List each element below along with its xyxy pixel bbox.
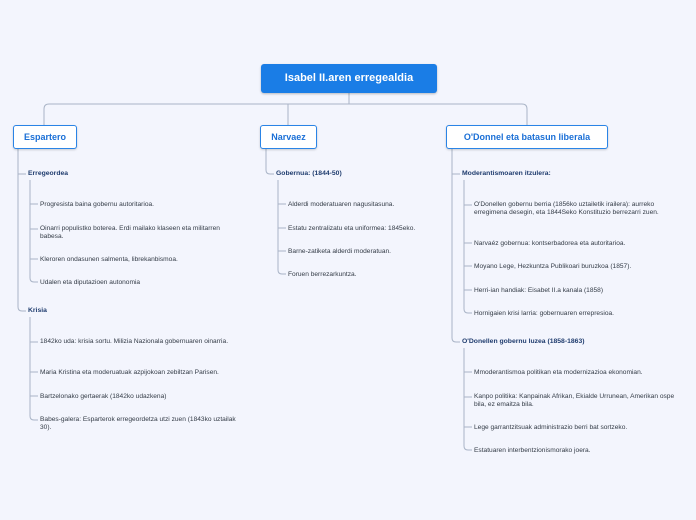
leaf-item[interactable]: Foruen berrezarkuntza. xyxy=(288,271,357,278)
leaf-item[interactable]: 1842ko uda: krisia sortu. Milizia Nazionala gobernuaren oinarria. xyxy=(40,338,229,345)
connector-line xyxy=(464,348,472,450)
main-topic-odonnel[interactable]: O'Donnel eta batasun liberala xyxy=(446,125,608,149)
leaf-item[interactable]: Moyano Lege, Hezkuntza Publikoari buruzkoa (1857). xyxy=(474,263,632,270)
subtopic-moderantismoa[interactable]: Moderantismoaren itzulera: xyxy=(462,170,551,177)
leaf-item[interactable]: Estatu zentralizatu eta uniformea: 1845eko. xyxy=(288,225,416,232)
leaf-item[interactable]: Kleroren ondasunen salmenta, librekanbismoa. xyxy=(40,256,178,263)
subtopic-gobernu-luzea[interactable]: O'Donellen gobernu luzea (1858-1863) xyxy=(462,338,585,345)
leaf-item[interactable]: Oinarri populistko boterea. Erdi mailako klaseen eta militarren babesa. xyxy=(40,225,220,240)
leaf-item[interactable]: O'Donellen gobernu berria (1856ko uztailetik irailera): aurreko erregimena desegin, eta 1844Seko Konstituzio berrezarri zuen. xyxy=(474,201,659,216)
leaf-item[interactable]: Hornigaien krisi larria: gobernuaren errepresioa. xyxy=(474,310,615,317)
connector-line xyxy=(30,317,38,420)
leaf-item[interactable]: Progresista baina gobernu autoritarioa. xyxy=(40,201,154,208)
connector-line xyxy=(44,104,527,125)
leaf-item[interactable]: Estatuaren interbentzionismorako joera. xyxy=(474,447,591,454)
connector-line xyxy=(452,149,460,342)
root-topic[interactable]: Isabel II.aren erregealdia xyxy=(261,64,437,93)
leaf-item[interactable]: Kanpo politika: Kanpainak Afrikan, Ekialde Urrunean, Amerikan ospe bila, ez emaitza bila. xyxy=(474,393,675,408)
main-topic-narvaez[interactable]: Narvaez xyxy=(260,125,317,149)
connector-line xyxy=(464,180,472,313)
leaf-item[interactable]: Babes-galera: Esparterok erregeordetza utzi zuen (1843ko uztailak 30). xyxy=(40,416,236,431)
leaf-item[interactable]: Bartzelonako gertaerak (1842ko udazkena) xyxy=(40,393,167,400)
leaf-item[interactable]: Mmoderantismoa politikan eta modernizazioa ekonomian. xyxy=(474,369,643,376)
subtopic-erregeordea[interactable]: Erregeordea xyxy=(28,170,69,177)
leaf-item[interactable]: Maria Kristina eta moderuatuak azpijokoan zebiltzan Parisen. xyxy=(40,369,219,376)
leaf-item[interactable]: Udalen eta diputazioen autonomia xyxy=(40,279,141,286)
connector-line xyxy=(266,149,274,174)
subtopic-gobernua[interactable]: Gobernua: (1844-50) xyxy=(276,170,342,177)
leaf-item[interactable]: Alderdi moderatuaren nagusitasuna. xyxy=(288,201,395,208)
leaf-item[interactable]: Herri-ian handiak: Eisabet II.a kanala (1858) xyxy=(474,287,604,294)
leaf-item[interactable]: Barne-zatiketa alderdi moderatuan. xyxy=(288,248,391,255)
connector-line xyxy=(278,180,286,274)
leaf-item[interactable]: Narvaéz gobernua: kontserbadorea eta autoritarioa. xyxy=(474,240,626,247)
subtopic-krisia[interactable]: Krisia xyxy=(28,307,47,314)
connector-line xyxy=(30,180,38,282)
leaf-item[interactable]: Lege garrantzitsuak administrazio berri bat sortzeko. xyxy=(474,424,628,431)
connector-line xyxy=(18,149,26,311)
main-topic-espartero[interactable]: Espartero xyxy=(13,125,77,149)
